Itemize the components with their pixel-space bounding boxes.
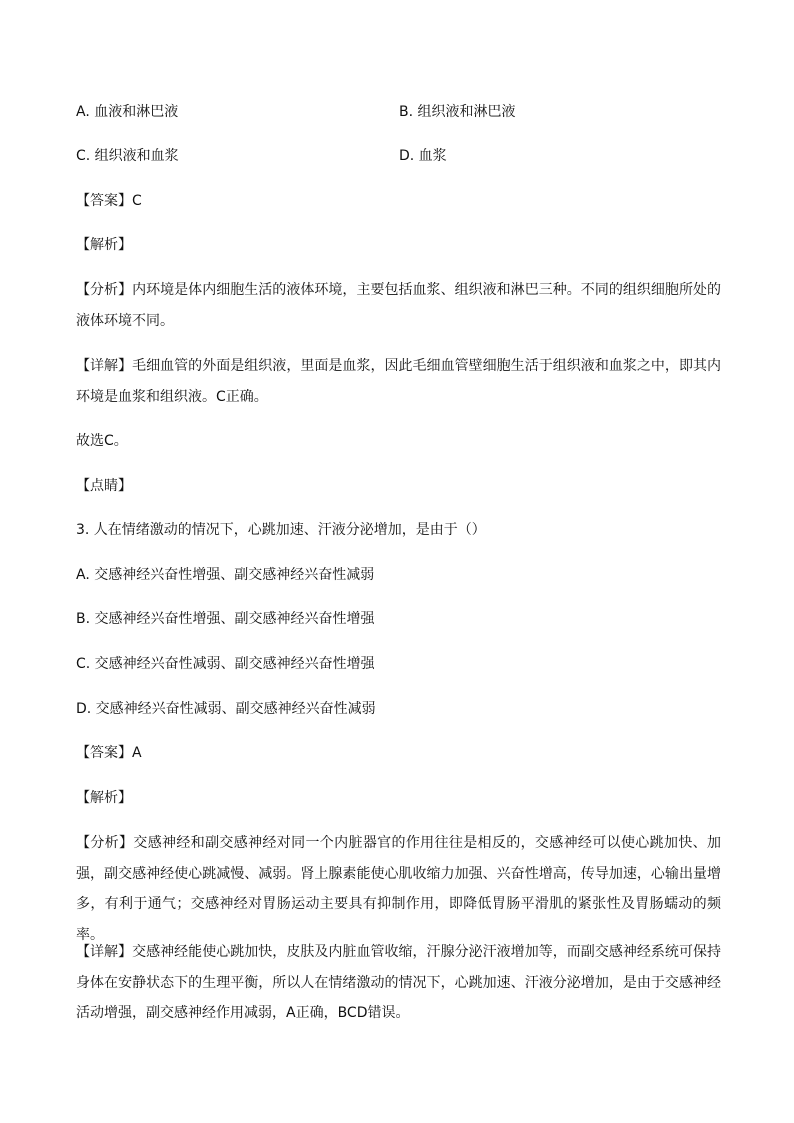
q3-stem: 3. 人在情绪激动的情况下，心跳加速、汗液分泌增加，是由于（）: [76, 522, 486, 538]
q2-option-a: A. 血液和淋巴液: [76, 104, 179, 120]
q3-detail-text: 【详解】交感神经能使心跳加快，皮肤及内脏血管收缩，汗腺分泌汗液增加等，而副交感神经系统可保持身体在安静状态下的生理平衡，所以人在情绪激动的情况下，心跳加速、汗液分泌增加，是由于交感神经活动增强，副交感神经作用减弱，A正确，BCD错误。: [76, 944, 721, 1021]
q3-analysis-text: 【分析】交感神经和副交感神经对同一个内脏器官的作用往往是相反的，交感神经可以使心跳加快、加强，副交感神经使心跳减慢、减弱。肾上腺素能使心肌收缩力加强、兴奋性增高，传导加速，心输出量增多，有利于通气；交感神经对胃肠运动主要具有抑制作用，即降低胃肠平滑肌的紧张性及胃肠蠕动的频率。: [76, 835, 721, 943]
q2-analysis-text: 【分析】内环境是体内细胞生活的液体环境，主要包括血浆、组织液和淋巴三种。不同的组织细胞所处的液体环境不同。: [76, 282, 721, 329]
q3-option-a: A. 交感神经兴奋性增强、副交感神经兴奋性减弱: [76, 567, 375, 583]
q2-option-d: D. 血浆: [399, 148, 447, 164]
q3-analysis-heading: 【解析】: [76, 790, 132, 806]
q2-option-c: C. 组织液和血浆: [76, 148, 179, 164]
q2-answer: 【答案】C: [76, 193, 142, 209]
q2-comment-heading: 【点睛】: [76, 478, 132, 494]
q3-answer: 【答案】A: [76, 745, 142, 761]
q2-analysis-heading: 【解析】: [76, 237, 132, 253]
q3-option-c: C. 交感神经兴奋性减弱、副交感神经兴奋性增强: [76, 656, 375, 672]
q2-conclusion: 故选C。: [76, 433, 128, 449]
q2-option-b: B. 组织液和淋巴液: [399, 104, 516, 120]
q3-option-d: D. 交感神经兴奋性减弱、副交感神经兴奋性减弱: [76, 701, 376, 717]
q2-detail-text: 【详解】毛细血管的外面是组织液，里面是血浆，因此毛细血管壁细胞生活于组织液和血浆之中，即其内环境是血浆和组织液。C正确。: [76, 358, 721, 405]
q3-option-b: B. 交感神经兴奋性增强、副交感神经兴奋性增强: [76, 611, 375, 627]
